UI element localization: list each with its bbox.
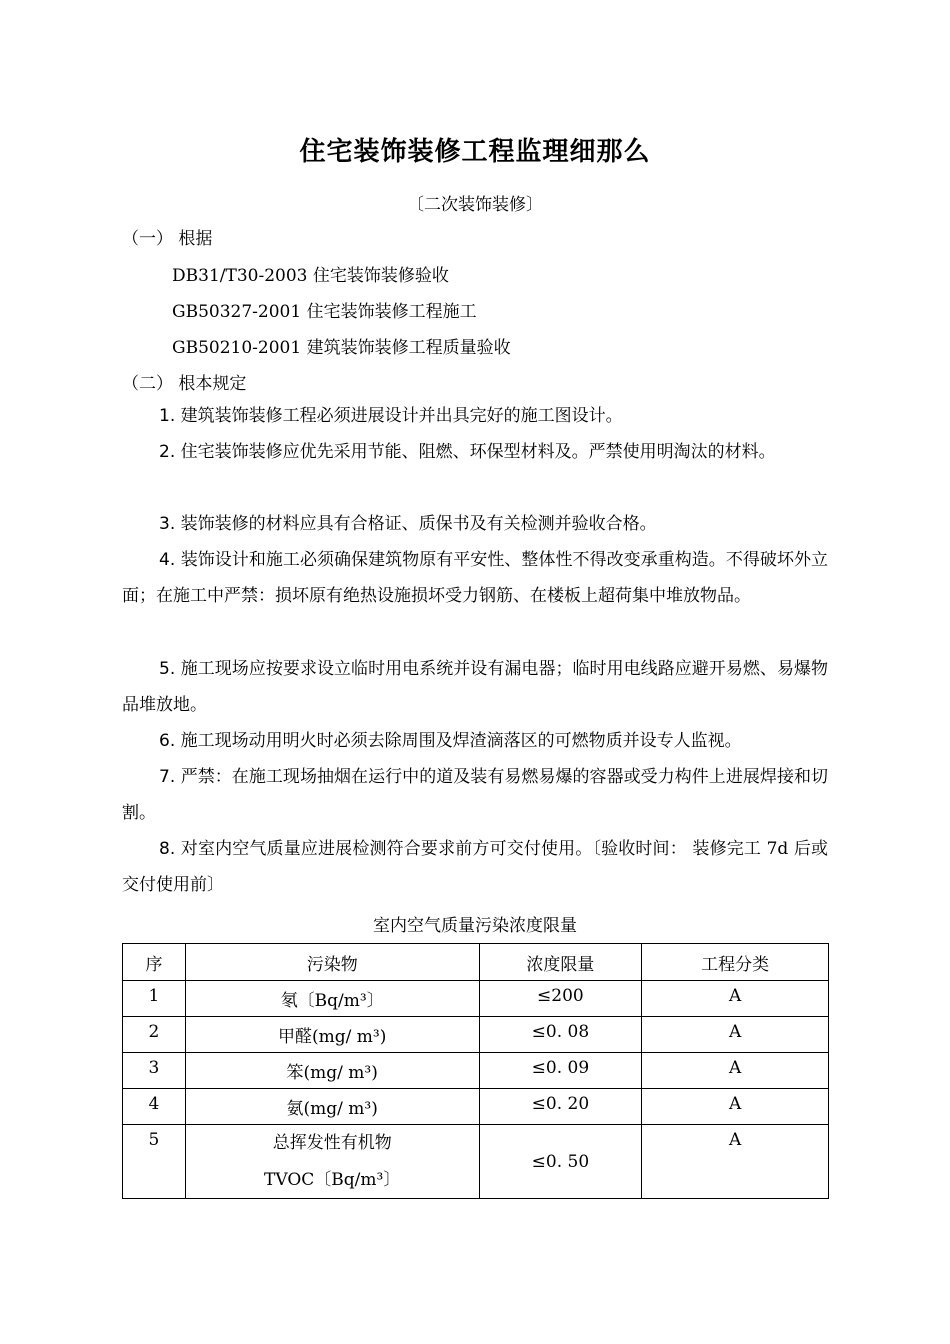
cell-class: A <box>642 1053 829 1089</box>
column-header-no: 序 <box>123 944 186 981</box>
rule-number: 8. <box>159 839 176 859</box>
cell-limit: ≤0. 20 <box>479 1089 642 1125</box>
rule-paragraph <box>122 398 828 434</box>
rule-number: 6. <box>159 731 176 751</box>
rule-text: 严禁：在施工现场抽烟在运行中的道及装有易燃易爆的容器或受力构件上进展焊接和切割。 <box>122 767 829 823</box>
rule-number: 4. <box>159 550 176 570</box>
rule-paragraph <box>122 723 828 759</box>
table-row <box>123 1125 829 1199</box>
cell-limit: ≤0. 09 <box>479 1053 642 1089</box>
cell-pollutant: 笨(mg/ m³) <box>185 1053 479 1089</box>
table-row <box>123 1089 829 1125</box>
rule-paragraph <box>122 434 828 470</box>
section-heading-basis: （一） 根据 <box>122 229 213 249</box>
rule-text: 住宅装饰装修应优先采用节能、阻燃、环保型材料及。严禁使用明淘汰的材料。 <box>180 442 776 462</box>
basis-item: DB31/T30-2003 住宅装饰装修验收 <box>172 266 449 286</box>
rule-number: 2. <box>159 442 176 462</box>
cell-no: 1 <box>123 981 186 1017</box>
rule-number: 1. <box>159 406 176 426</box>
cell-no: 2 <box>123 1017 186 1053</box>
section-heading-rules: （二） 根本规定 <box>122 374 247 394</box>
rule-text: 施工现场应按要求设立临时用电系统并设有漏电器；临时用电线路应避开易燃、易爆物品堆放地。 <box>122 659 829 715</box>
basis-item: GB50210-2001 建筑装饰装修工程质量验收 <box>172 338 511 358</box>
column-header-class: 工程分类 <box>642 944 829 981</box>
rule-number: 5. <box>159 659 176 679</box>
cell-no: 5 <box>123 1125 186 1199</box>
cell-class: A <box>642 981 829 1017</box>
cell-limit: ≤200 <box>479 981 642 1017</box>
cell-limit: ≤0. 50 <box>479 1125 642 1199</box>
basis-item: GB50327-2001 住宅装饰装修工程施工 <box>172 302 477 322</box>
cell-pollutant: 氡〔Bq/m³〕 <box>185 981 479 1017</box>
table-row <box>123 1053 829 1089</box>
table-row <box>123 1017 829 1053</box>
rule-paragraph <box>122 542 828 614</box>
cell-pollutant: 甲醛(mg/ m³) <box>185 1017 479 1053</box>
rule-text: 装饰装修的材料应具有合格证、质保书及有关检测并验收合格。 <box>180 514 657 534</box>
cell-no: 3 <box>123 1053 186 1089</box>
page-subtitle: 〔二次装饰装修〕 <box>407 195 543 215</box>
rule-paragraph <box>122 651 828 723</box>
pollutant-limits-table <box>122 943 829 1199</box>
table-header-row <box>123 944 829 981</box>
rule-number: 3. <box>159 514 176 534</box>
rule-text: 装饰设计和施工必须确保建筑物原有平安性、整体性不得改变承重构造。不得破坏外立面；在施工中严禁：损坏原有绝热设施损坏受力钢筋、在楼板上超荷集中堆放物品。 <box>122 550 829 606</box>
rule-text: 对室内空气质量应进展检测符合要求前方可交付使用。〔验收时间： 装修完工 7d 后或交付使用前〕 <box>122 839 828 895</box>
rule-number: 7. <box>159 767 176 787</box>
page-title: 住宅装饰装修工程监理细那么 <box>299 137 651 167</box>
rule-paragraph <box>122 506 828 542</box>
column-header-pollutant: 污染物 <box>185 944 479 981</box>
cell-limit: ≤0. 08 <box>479 1017 642 1053</box>
rule-paragraph <box>122 831 828 903</box>
table-row <box>123 981 829 1017</box>
cell-class: A <box>642 1089 829 1125</box>
cell-class: A <box>642 1125 829 1199</box>
table-caption: 室内空气质量污染浓度限量 <box>373 916 577 936</box>
pollutant-name: 总挥发性有机物 <box>272 1133 392 1153</box>
rule-paragraph <box>122 759 828 831</box>
rule-text: 建筑装饰装修工程必须进展设计并出具完好的施工图设计。 <box>180 406 623 426</box>
cell-class: A <box>642 1017 829 1053</box>
cell-no: 4 <box>123 1089 186 1125</box>
column-header-limit: 浓度限量 <box>479 944 642 981</box>
pollutant-unit: TVOC〔Bq/m³〕 <box>264 1170 401 1190</box>
cell-pollutant <box>185 1125 479 1199</box>
cell-pollutant: 氨(mg/ m³) <box>185 1089 479 1125</box>
rule-text: 施工现场动用明火时必须去除周围及焊渣滴落区的可燃物质并设专人监视。 <box>180 731 742 751</box>
